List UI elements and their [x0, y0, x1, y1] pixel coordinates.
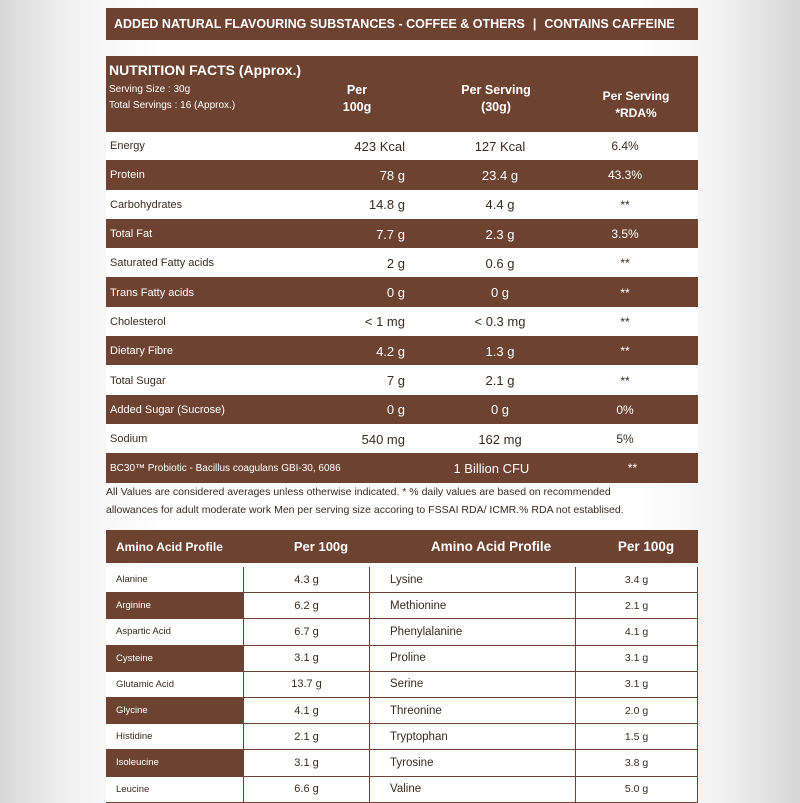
- amino-value-left: 13.7 g: [243, 672, 370, 698]
- per-serving-value: < 0.3 mg: [474, 314, 526, 330]
- per-serving-value: 1 Billion CFU: [453, 460, 530, 476]
- nutrition-facts-table: [106, 56, 698, 484]
- amino-value-left: 6.2 g: [243, 593, 370, 619]
- amino-row: [106, 646, 698, 672]
- per-serving-value: 0.6 g: [485, 255, 515, 271]
- amino-header: [106, 530, 698, 563]
- amino-value-left: 4.3 g: [243, 567, 370, 593]
- rda-value: **: [620, 256, 630, 271]
- amino-value-right: 2.1 g: [575, 593, 698, 619]
- amino-name-right: Tryptophan: [370, 724, 575, 750]
- amino-header-profile-right: Amino Acid Profile: [430, 539, 552, 554]
- amino-name-right: Valine: [370, 777, 575, 803]
- amino-acid-table: [106, 530, 698, 803]
- nutrition-row: [106, 249, 698, 278]
- per-100g-value: 2 g: [386, 255, 405, 271]
- column-per-100g: Per 100g: [342, 83, 372, 114]
- amino-row: [106, 672, 698, 698]
- amino-value-left: 3.1 g: [243, 750, 370, 776]
- nutrient-label: Added Sugar (Sucrose): [110, 403, 225, 416]
- per-serving-value: 162 mg: [478, 431, 522, 447]
- amino-row: [106, 593, 698, 619]
- footnote-line: All Values are considered averages unless otherwise indicated. * % daily values are based on recommended: [106, 486, 611, 498]
- nutrition-row: [106, 220, 698, 249]
- amino-name-right: Methionine: [370, 593, 575, 619]
- per-100g-value: < 1 mg: [364, 314, 405, 330]
- nutrient-label: Trans Fatty acids: [110, 286, 194, 299]
- rda-value: 43.3%: [607, 168, 643, 183]
- nutrition-rows: [106, 132, 698, 484]
- nutrition-row: [106, 366, 698, 395]
- amino-value-right: 3.1 g: [575, 672, 698, 698]
- footnote: [106, 483, 698, 519]
- amino-value-left: 2.1 g: [243, 724, 370, 750]
- flavour-notice: ADDED NATURAL FLAVOURING SUBSTANCES - COFFEE & OTHERS: [114, 17, 525, 31]
- amino-row: [106, 619, 698, 645]
- amino-value-right: 5.0 g: [575, 777, 698, 803]
- total-servings: Total Servings : 16 (Approx.): [109, 100, 236, 111]
- amino-value-left: 4.1 g: [243, 698, 370, 724]
- per-serving-value: 127 Kcal: [474, 138, 526, 154]
- nutrient-label: BC30™ Probiotic - Bacillus coagulans GBI-30, 6086: [110, 462, 341, 474]
- rda-value: **: [620, 344, 630, 359]
- amino-value-right: 4.1 g: [575, 619, 698, 645]
- amino-name-right: Phenylalanine: [370, 619, 575, 645]
- caffeine-notice: CONTAINS CAFFEINE: [544, 17, 675, 31]
- nutrition-row: [106, 425, 698, 454]
- nutrition-row: [106, 308, 698, 337]
- amino-name-right: Proline: [370, 646, 575, 672]
- banner-separator: |: [532, 17, 537, 31]
- footnote-line: allowances for adult moderate work Men per serving size accoring to FSSAI RDA/ ICMR.% RDA not establised.: [106, 504, 624, 516]
- amino-value-right: 3.8 g: [575, 750, 698, 776]
- nutrition-row: [106, 132, 698, 161]
- amino-name-right: Serine: [370, 672, 575, 698]
- amino-name-left: Arginine: [106, 593, 243, 619]
- per-serving-value: 23.4 g: [481, 167, 519, 183]
- rda-value: **: [620, 314, 630, 329]
- amino-name-left: Cysteine: [106, 646, 243, 672]
- amino-value-right: 1.5 g: [575, 724, 698, 750]
- serving-size: Serving Size : 30g: [109, 84, 191, 95]
- per-serving-value: 1.3 g: [485, 343, 515, 359]
- nutrient-label: Protein: [110, 169, 145, 182]
- amino-header-profile-left: Amino Acid Profile: [116, 539, 223, 554]
- per-serving-value: 0 g: [490, 285, 510, 301]
- nutrition-row: [106, 278, 698, 307]
- top-banner: [106, 8, 698, 40]
- per-serving-value: 2.1 g: [485, 373, 515, 389]
- amino-value-left: 3.1 g: [243, 646, 370, 672]
- per-100g-value: 78 g: [379, 167, 405, 183]
- rda-value: 3.5%: [611, 227, 639, 242]
- amino-name-left: Histidine: [106, 724, 243, 750]
- column-rda: Per Serving *RDA%: [602, 89, 670, 120]
- per-100g-value: 0 g: [386, 402, 405, 418]
- per-100g-value: 7 g: [386, 373, 405, 389]
- nutrient-label: Dietary Fibre: [110, 345, 173, 358]
- amino-row: [106, 750, 698, 776]
- rda-value: 0%: [616, 402, 634, 417]
- nutrient-label: Sodium: [110, 433, 148, 446]
- amino-value-left: 6.7 g: [243, 619, 370, 645]
- nutrition-header: [106, 56, 698, 132]
- amino-row: [106, 777, 698, 803]
- rda-value: **: [627, 461, 638, 476]
- amino-name-left: Aspartic Acid: [106, 619, 243, 645]
- nutrient-label: Saturated Fatty acids: [110, 257, 214, 270]
- per-100g-value: 4.2 g: [376, 343, 405, 359]
- rda-value: **: [620, 373, 630, 388]
- per-100g-value: 14.8 g: [368, 197, 405, 213]
- column-per-serving: Per Serving (30g): [461, 83, 531, 114]
- amino-header-per100-left: Per 100g: [293, 539, 349, 554]
- amino-value-right: 3.1 g: [575, 646, 698, 672]
- amino-name-left: Isoleucine: [106, 750, 243, 776]
- amino-name-left: Glycine: [106, 698, 243, 724]
- per-serving-value: 0 g: [490, 402, 510, 418]
- nutrition-row: [106, 191, 698, 220]
- amino-value-right: 3.4 g: [575, 567, 698, 593]
- nutrition-row: [106, 337, 698, 366]
- amino-name-right: Tyrosine: [370, 750, 575, 776]
- per-serving-value: 4.4 g: [485, 197, 515, 213]
- nutrition-row: [106, 161, 698, 190]
- nutrient-label: Cholesterol: [110, 315, 166, 328]
- per-serving-value: 2.3 g: [485, 226, 515, 242]
- amino-rows: [106, 567, 698, 803]
- amino-row: [106, 698, 698, 724]
- amino-value-right: 2.0 g: [575, 698, 698, 724]
- amino-name-left: Leucine: [106, 777, 243, 803]
- amino-row: [106, 567, 698, 593]
- nutrition-row: [106, 396, 698, 425]
- amino-name-right: Lysine: [370, 567, 575, 593]
- amino-name-left: Glutamic Acid: [106, 672, 243, 698]
- nutrition-row: [106, 454, 698, 483]
- amino-value-left: 6.6 g: [243, 777, 370, 803]
- nutrient-label: Carbohydrates: [110, 198, 183, 211]
- per-100g-value: 540 mg: [361, 431, 405, 447]
- rda-value: 6.4%: [611, 139, 639, 154]
- amino-name-left: Alanine: [106, 567, 243, 593]
- rda-value: **: [620, 197, 630, 212]
- nutrient-label: Total Sugar: [110, 374, 166, 387]
- rda-value: 5%: [616, 432, 634, 447]
- per-100g-value: 0 g: [386, 285, 405, 301]
- rda-value: **: [620, 285, 630, 300]
- per-100g-value: 7.7 g: [376, 226, 405, 242]
- amino-row: [106, 724, 698, 750]
- nutrient-label: Energy: [110, 140, 145, 153]
- nutrient-label: Total Fat: [110, 228, 153, 241]
- nutrition-title: NUTRITION FACTS (Approx.): [109, 62, 302, 78]
- amino-header-per100-right: Per 100g: [617, 539, 675, 554]
- amino-name-right: Threonine: [370, 698, 575, 724]
- per-100g-value: 423 Kcal: [354, 138, 405, 154]
